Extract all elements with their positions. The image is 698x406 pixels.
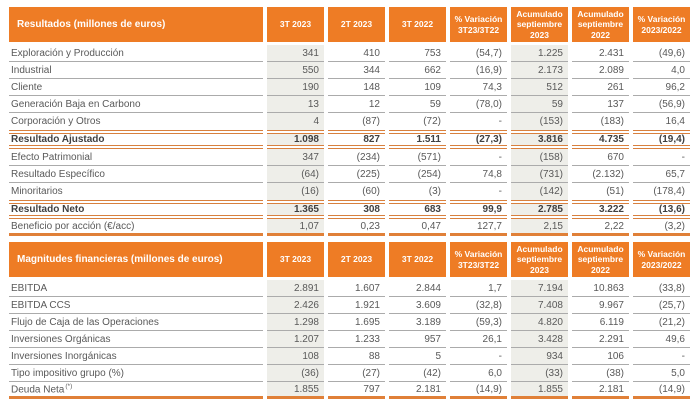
cell-value: 0,23: [328, 219, 385, 236]
cell-value: (33,8): [633, 280, 690, 297]
cell-value: 934: [511, 348, 568, 365]
cell-value: 74,8: [450, 166, 507, 183]
cell-value: (158): [511, 149, 568, 166]
table-row: [9, 280, 690, 297]
cell-value: 4,0: [633, 62, 690, 79]
cell-value: 683: [389, 200, 446, 219]
cell-value: 957: [389, 331, 446, 348]
cell-value: (14,9): [450, 382, 507, 399]
column-header: Acumulado septiembre 2022: [572, 242, 629, 280]
cell-value: -: [450, 348, 507, 365]
row-label-text: Inversiones Inorgánicas: [11, 350, 117, 362]
cell-value: (183): [600, 116, 624, 127]
table-row: [9, 79, 690, 96]
cell-value: 670: [572, 149, 629, 166]
row-label: [9, 96, 263, 113]
cell-value: 1.233: [328, 331, 385, 348]
column-header: Acumulado septiembre 2023: [511, 7, 568, 45]
column-header: % Variación 2023/2022: [633, 242, 690, 280]
cell-value: (78,0): [450, 96, 507, 113]
table-row: [9, 183, 690, 200]
table-row: [9, 365, 690, 382]
row-label-text: Flujo de Caja de las Operaciones: [11, 316, 159, 328]
cell-value: 2.181: [389, 382, 446, 399]
cell-value: 99,9: [450, 200, 507, 219]
column-header: 3T 2022: [389, 7, 446, 45]
table-row: [9, 331, 690, 348]
table-row: [9, 45, 690, 62]
row-label-text: Inversiones Orgánicas: [11, 333, 111, 345]
row-label-text: Resultado Ajustado: [11, 134, 105, 145]
cell-value: 59: [511, 96, 568, 113]
row-label-text: Resultado Neto: [11, 204, 85, 215]
cell-value: (64): [267, 166, 324, 183]
cell-value: 550: [267, 62, 324, 79]
row-label: [9, 79, 263, 96]
cell-value: (14,9): [633, 382, 690, 399]
cell-value: 96,2: [633, 79, 690, 96]
cell-value: 106: [572, 348, 629, 365]
cell-value: 512: [511, 79, 568, 96]
cell-value: 74,3: [450, 79, 507, 96]
cell-value: 1.207: [267, 331, 324, 348]
table-row: [9, 314, 690, 331]
cell-value: (56,9): [633, 96, 690, 113]
cell-value: (13,6): [633, 200, 690, 219]
cell-value: 3.222: [572, 200, 629, 219]
table-row: [9, 382, 690, 399]
table-row: [9, 149, 690, 166]
cell-value: (3,2): [633, 219, 690, 236]
cell-value: (19,4): [633, 130, 690, 149]
cell-value: 2.431: [572, 45, 629, 62]
cell-value: 797: [328, 382, 385, 399]
cell-value: (16,9): [450, 62, 507, 79]
cell-value: 5: [389, 348, 446, 365]
row-label: [9, 314, 263, 331]
table-row: [9, 166, 690, 183]
cell-value: 3.189: [389, 314, 446, 331]
cell-value: 2.891: [267, 280, 324, 297]
cell-value: 4: [267, 113, 324, 130]
row-label: [9, 348, 263, 365]
cell-value: -: [498, 186, 502, 197]
cell-value: 2.181: [572, 382, 629, 399]
cell-value: (142): [511, 183, 568, 200]
row-label: [9, 62, 263, 79]
cell-value: 662: [389, 62, 446, 79]
column-header: % Variación 3T23/3T22: [450, 242, 507, 280]
column-header: % Variación 3T23/3T22: [450, 7, 507, 45]
footnote-marker: (*): [65, 382, 73, 390]
cell-value: (38): [572, 365, 629, 382]
cell-value: -: [498, 116, 502, 127]
cell-value: 109: [389, 79, 446, 96]
row-label-text: Tipo impositivo grupo (%): [11, 367, 125, 379]
resultados-table: [5, 7, 694, 236]
column-header: Acumulado septiembre 2022: [572, 7, 629, 45]
row-label: [9, 365, 263, 382]
row-label-text: Minoritarios: [11, 186, 63, 197]
row-label-text: Industrial: [11, 64, 52, 76]
row-label-text: EBITDA: [11, 282, 48, 294]
cell-value: (51): [606, 186, 624, 197]
row-label-text: Generación Baja en Carbono: [11, 98, 141, 110]
header-row: [9, 7, 690, 45]
magnitudes-table: [5, 242, 694, 399]
cell-value: 1.921: [328, 297, 385, 314]
cell-value: (59,3): [450, 314, 507, 331]
cell-value: 1.511: [389, 130, 446, 149]
cell-value: 1.298: [267, 314, 324, 331]
cell-value: (225): [328, 166, 385, 183]
row-label: [9, 219, 263, 236]
row-label-text: Resultado Específico: [11, 168, 105, 180]
row-label: [9, 149, 263, 166]
cell-value: 753: [389, 45, 446, 62]
cell-value: 0,47: [389, 219, 446, 236]
cell-value: (731): [511, 166, 568, 183]
table-row: [9, 219, 690, 236]
table-row: [9, 96, 690, 113]
cell-value: 2.426: [267, 297, 324, 314]
row-label: [9, 200, 263, 219]
cell-value: 1,07: [267, 219, 324, 236]
cell-value: 344: [328, 62, 385, 79]
cell-value: 3.609: [389, 297, 446, 314]
cell-value: 2.291: [572, 331, 629, 348]
row-label-text: Efecto Patrimonial: [11, 151, 93, 163]
cell-value: 10.863: [572, 280, 629, 297]
cell-value: 65,7: [633, 166, 690, 183]
cell-value: (153): [511, 113, 568, 130]
table-row: [9, 348, 690, 365]
cell-value: 1.365: [267, 200, 324, 219]
cell-value: (42): [389, 365, 446, 382]
table-row: [9, 130, 690, 149]
cell-value: 6.119: [572, 314, 629, 331]
column-header: 3T 2023: [267, 242, 324, 280]
row-label-text: Deuda Neta: [11, 384, 65, 396]
cell-value: 148: [328, 79, 385, 96]
cell-value: -: [450, 149, 507, 166]
cell-value: 3.428: [511, 331, 568, 348]
row-label-text: Cliente: [11, 81, 43, 93]
cell-value: 410: [328, 45, 385, 62]
table-title: Resultados (millones de euros): [9, 7, 263, 45]
row-label: [9, 331, 263, 348]
row-label: [9, 113, 263, 130]
row-label-text: Corporación y Otros: [11, 116, 101, 127]
cell-value: 6,0: [450, 365, 507, 382]
column-header: 3T 2022: [389, 242, 446, 280]
table-row: [9, 200, 690, 219]
cell-value: 308: [328, 200, 385, 219]
cell-value: (16): [267, 183, 324, 200]
cell-value: 2.089: [572, 62, 629, 79]
cell-value: 9.967: [572, 297, 629, 314]
cell-value: 1.855: [511, 382, 568, 399]
cell-value: (87): [362, 116, 380, 127]
table-title: Magnitudes financieras (millones de euros): [9, 242, 263, 280]
row-label-text: Beneficio por acción (€/acc): [11, 220, 135, 232]
row-label: [9, 45, 263, 62]
cell-value: 2.173: [511, 62, 568, 79]
cell-value: 7.408: [511, 297, 568, 314]
cell-value: 12: [328, 96, 385, 113]
column-header: 2T 2023: [328, 242, 385, 280]
row-label: [9, 382, 263, 399]
cell-value: (72): [423, 116, 441, 127]
cell-value: (25,7): [633, 297, 690, 314]
cell-value: 4.735: [572, 130, 629, 149]
cell-value: 1.607: [328, 280, 385, 297]
column-header: 2T 2023: [328, 7, 385, 45]
cell-value: (3): [428, 186, 441, 197]
cell-value: (54,7): [450, 45, 507, 62]
header-row: [9, 242, 690, 280]
cell-value: (254): [389, 166, 446, 183]
cell-value: 108: [267, 348, 324, 365]
cell-value: 261: [572, 79, 629, 96]
row-label-text: EBITDA CCS: [11, 299, 71, 311]
cell-value: 88: [328, 348, 385, 365]
cell-value: 1.695: [328, 314, 385, 331]
cell-value: -: [633, 149, 690, 166]
cell-value: (33): [511, 365, 568, 382]
cell-value: -: [633, 348, 690, 365]
cell-value: (32,8): [450, 297, 507, 314]
cell-value: 13: [267, 96, 324, 113]
cell-value: 16,4: [665, 116, 685, 127]
cell-value: (234): [328, 149, 385, 166]
cell-value: 341: [267, 45, 324, 62]
cell-value: 1,7: [450, 280, 507, 297]
row-label: [9, 183, 263, 200]
cell-value: (60): [362, 186, 380, 197]
cell-value: 190: [267, 79, 324, 96]
cell-value: 7.194: [511, 280, 568, 297]
column-header: % Variación 2023/2022: [633, 7, 690, 45]
row-label: [9, 166, 263, 183]
cell-value: 137: [572, 96, 629, 113]
cell-value: (49,6): [633, 45, 690, 62]
cell-value: (571): [389, 149, 446, 166]
row-label: [9, 130, 263, 149]
cell-value: (178,4): [653, 186, 685, 197]
cell-value: 827: [328, 130, 385, 149]
table-row: [9, 113, 690, 130]
cell-value: (27): [328, 365, 385, 382]
row-label-text: Exploración y Producción: [11, 47, 124, 59]
cell-value: 5,0: [633, 365, 690, 382]
cell-value: 1.855: [267, 382, 324, 399]
cell-value: 59: [389, 96, 446, 113]
cell-value: 2.785: [511, 200, 568, 219]
cell-value: 3.816: [511, 130, 568, 149]
cell-value: 1.225: [511, 45, 568, 62]
cell-value: 2,15: [511, 219, 568, 236]
cell-value: (27,3): [450, 130, 507, 149]
cell-value: (21,2): [633, 314, 690, 331]
column-header: Acumulado septiembre 2023: [511, 242, 568, 280]
cell-value: 1.098: [267, 130, 324, 149]
cell-value: 4.820: [511, 314, 568, 331]
cell-value: 26,1: [450, 331, 507, 348]
cell-value: 127,7: [450, 219, 507, 236]
cell-value: (2.132): [572, 166, 629, 183]
column-header: 3T 2023: [267, 7, 324, 45]
table-row: [9, 297, 690, 314]
cell-value: 2.844: [389, 280, 446, 297]
table-row: [9, 62, 690, 79]
cell-value: (36): [267, 365, 324, 382]
cell-value: 347: [267, 149, 324, 166]
row-label: [9, 297, 263, 314]
row-label: [9, 280, 263, 297]
cell-value: 2,22: [572, 219, 629, 236]
cell-value: 49,6: [633, 331, 690, 348]
